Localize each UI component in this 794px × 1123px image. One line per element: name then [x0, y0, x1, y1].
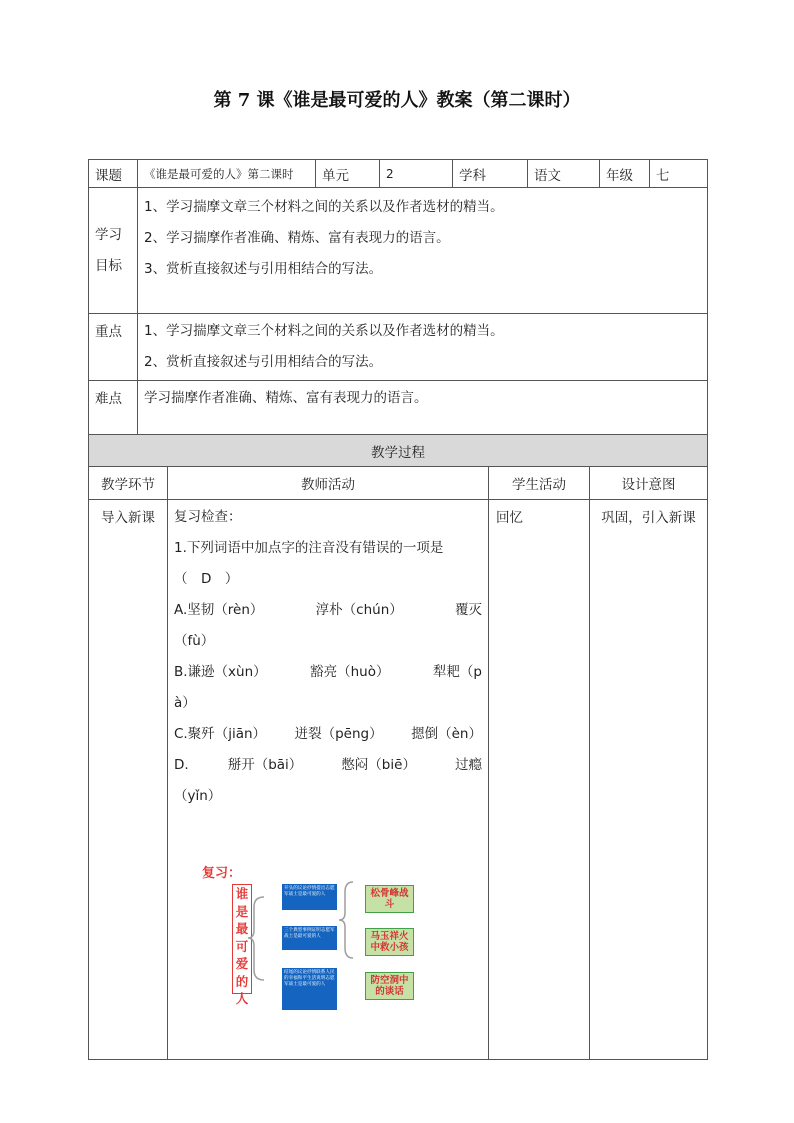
- unit-value: 2: [380, 160, 453, 188]
- key-point-item: 2、赏析直接叙述与引用相结合的写法。: [144, 354, 383, 370]
- difficulties-text: 学习揣摩作者准确、精炼、富有表现力的语言。: [144, 390, 428, 406]
- goal-item: 3、赏析直接叙述与引用相结合的写法。: [144, 261, 383, 277]
- col-intent: 设计意图: [590, 467, 708, 500]
- diagram-green-box: 松骨峰战斗: [365, 885, 414, 913]
- diagram-green-box: 防空洞中的谈话: [365, 972, 414, 1000]
- diagram-blue-box: 开头的议论抒情提出志愿军战士是最可爱的人: [282, 884, 337, 910]
- subject-label: 学科: [453, 160, 528, 188]
- goals-content: [138, 188, 708, 314]
- question-answer: （ D ）: [174, 571, 239, 587]
- option-a: A.坚韧（rèn） 淳朴（chún） 覆灭: [174, 602, 482, 618]
- key-point-item: 1、学习揣摩文章三个材料之间的关系以及作者选材的精当。: [144, 323, 504, 339]
- process-header: 教学过程: [89, 435, 708, 467]
- page-title: 第 7 课《谁是最可爱的人》教案（第二课时）: [213, 90, 581, 111]
- topic-label: 课题: [89, 160, 138, 188]
- unit-label: 单元: [316, 160, 380, 188]
- diagram-review-label: 复习：: [202, 866, 242, 881]
- info-table: [88, 159, 708, 439]
- option-c: C.聚歼（jiān） 迸裂（pēng） 摁倒（èn）: [174, 726, 482, 742]
- option-d: D. 掰开（bāi） 憋闷（biē） 过瘾: [174, 757, 482, 773]
- stage-cell: 导入新课: [89, 500, 168, 1060]
- key-points-label: 重点: [89, 314, 138, 381]
- topic-value: 《谁是最可爱的人》第二课时: [138, 160, 316, 188]
- goals-label: [89, 188, 138, 314]
- option-b-cont: à）: [174, 695, 196, 711]
- goals-label-line-2: 目标: [95, 257, 122, 274]
- option-a-cont: （fù）: [174, 633, 215, 649]
- diagram-green-box: 马玉祥火中救小孩: [365, 928, 414, 956]
- diagram-blue-box: 三个典型事例证明志愿军战士是最可爱的人: [282, 926, 337, 950]
- key-points-content: [138, 314, 708, 381]
- goal-item: 2、学习揣摩作者准确、精炼、富有表现力的语言。: [144, 230, 450, 246]
- review-heading: 复习检查：: [174, 509, 242, 525]
- diagram-blue-box: 结尾的议论抒情联系人民的幸福和平生活说明志愿军战士是最可爱的人: [282, 968, 337, 1010]
- goal-item: 1、学习揣摩文章三个材料之间的关系以及作者选材的精当。: [144, 199, 504, 215]
- difficulties-content: [138, 381, 708, 439]
- diagram-title: 谁是最可爱的人: [232, 884, 252, 994]
- subject-value: 语文: [528, 160, 600, 188]
- review-diagram: [202, 862, 432, 1006]
- col-stage: 教学环节: [89, 467, 168, 500]
- grade-value: 七: [650, 160, 708, 188]
- option-b: B.谦逊（xùn） 豁亮（huò） 犁耙（p: [174, 664, 482, 680]
- col-student: 学生活动: [489, 467, 590, 500]
- col-teacher: 教师活动: [168, 467, 489, 500]
- student-activity: 回忆: [489, 500, 590, 1060]
- question-text: 1.下列词语中加点字的注音没有错误的一项是: [174, 540, 444, 556]
- design-intent: 巩固，引入新课: [590, 500, 708, 1060]
- grade-label: 年级: [600, 160, 650, 188]
- option-d-cont: （yǐn）: [174, 788, 222, 804]
- difficulties-label: 难点: [89, 381, 138, 439]
- goals-label-line-1: 学习: [95, 226, 122, 243]
- teacher-activity: [168, 500, 489, 1060]
- process-table: [88, 434, 708, 1060]
